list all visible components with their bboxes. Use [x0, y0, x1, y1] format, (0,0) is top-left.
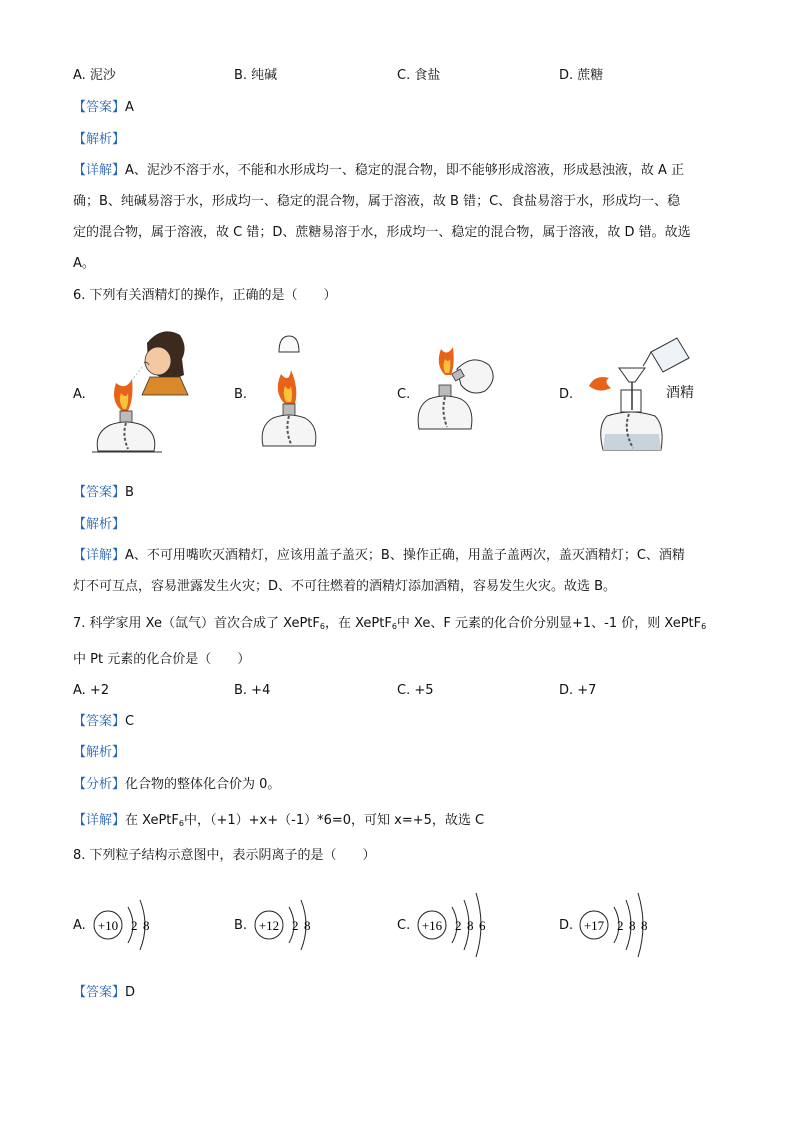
answer-label: 【答案】	[73, 985, 126, 1000]
q7-detail	[73, 811, 484, 834]
q7-stem-line-1	[73, 614, 706, 637]
electron-count: 2	[131, 918, 138, 933]
answer-label: 【答案】	[73, 100, 126, 115]
q5-option-b: B. 纯碱	[234, 68, 278, 83]
atom-diagram-d	[578, 878, 678, 972]
nucleus-charge: +16	[421, 918, 443, 933]
q7-analysis-label: 【解析】	[73, 745, 126, 760]
q6-illustration-a	[92, 325, 192, 465]
flame-icon	[439, 347, 454, 375]
stem-text: 7. 科学家用 Xe（氙气）首次合成了 XePtF	[73, 616, 320, 631]
electron-count: 6	[479, 918, 486, 933]
subscript: 6	[178, 819, 184, 828]
answer-value: C	[125, 714, 135, 729]
q7-option-a: A. +2	[73, 683, 110, 698]
flame-icon	[278, 370, 297, 404]
q5-option-c: C. 食盐	[397, 68, 441, 83]
lamp-cap-icon	[279, 336, 299, 352]
q6-detail-line-2: 灯不可互点，容易泄露发生火灾；D、不可往燃着的酒精灯添加酒精，容易发生火灾。故选 B。	[73, 579, 617, 594]
alcohol-lamp-icon	[92, 411, 162, 452]
flame-icon	[589, 377, 611, 391]
electron-count: 8	[641, 918, 648, 933]
electron-count: 8	[467, 918, 474, 933]
detail-label: 【详解】	[73, 813, 126, 828]
atom-diagram-b	[253, 882, 343, 968]
answer-label: 【答案】	[73, 485, 126, 500]
q8-option-d: D.	[559, 918, 574, 933]
electron-count: 2	[455, 918, 462, 933]
q7-stem-line-2: 中 Pt 元素的化合价是（ ）	[73, 652, 251, 667]
q6-illustration-b	[255, 330, 325, 458]
answer-label: 【答案】	[73, 714, 126, 729]
detail-text: A、不可用嘴吹灭酒精灯，应该用盖子盖灭；B、操作正确，用盖子盖两次，盖灭酒精灯；C、酒精	[125, 548, 685, 563]
q6-option-c: C.	[397, 387, 411, 402]
q7-option-c: C. +5	[397, 683, 434, 698]
q8-stem: 8. 下列粒子结构示意图中，表示阴离子的是（ ）	[73, 848, 376, 863]
answer-value: B	[125, 485, 134, 500]
answer-value: D	[125, 985, 136, 1000]
detail-text: 中，（+1）+x+（-1）*6=0，可知 x=+5，故选 C	[183, 813, 485, 828]
nucleus-charge: +12	[258, 918, 280, 933]
electron-count: 2	[617, 918, 624, 933]
electron-count: 8	[143, 918, 150, 933]
q7-option-b: B. +4	[234, 683, 271, 698]
detail-text: 在 XePtF	[125, 813, 179, 828]
atom-diagram-a	[92, 882, 182, 968]
q5-detail-line-4: A。	[73, 256, 95, 271]
answer-value: A	[125, 100, 134, 115]
q8-option-c: C.	[397, 918, 411, 933]
alcohol-label: 酒精	[666, 385, 694, 401]
q7-option-d: D. +7	[559, 683, 597, 698]
tilted-lamp-icon	[452, 360, 493, 393]
flame-icon	[114, 379, 133, 411]
nucleus-charge: +17	[583, 918, 605, 933]
q5-detail-line-2: 确；B、纯碱易溶于水，形成均一、稳定的混合物，属于溶液，故 B 错；C、食盐易溶于水，形成均一、稳	[73, 194, 681, 209]
q6-answer	[73, 483, 134, 503]
q7-answer	[73, 712, 134, 732]
q6-option-b: B.	[234, 387, 248, 402]
q8-answer	[73, 983, 135, 1003]
q5-answer	[73, 98, 134, 118]
q5-option-a: A. 泥沙	[73, 68, 116, 83]
q7-analysis2	[73, 775, 280, 795]
detail-text: A、泥沙不溶于水，不能和水形成均一、稳定的混合物，即不能够形成溶液，形成悬浊液，故 A 正	[125, 163, 685, 178]
atom-diagram-c	[416, 878, 516, 972]
subscript: 6	[391, 622, 397, 631]
stem-text: ，在 XePtF	[324, 616, 392, 631]
q8-option-b: B.	[234, 918, 248, 933]
detail-label: 【详解】	[73, 548, 126, 563]
alcohol-lamp-icon	[262, 404, 316, 446]
subscript: 6	[319, 622, 325, 631]
electron-count: 8	[629, 918, 636, 933]
q5-option-d: D. 蔗糖	[559, 68, 604, 83]
q6-detail-line-1	[73, 546, 685, 566]
q5-detail-line-3: 定的混合物，属于溶液，故 C 错；D、蔗糖易溶于水，形成均一、稳定的混合物，属于溶液，故 D 错。故选	[73, 225, 691, 240]
q6-analysis-label: 【解析】	[73, 517, 126, 532]
analysis2-label: 【分析】	[73, 777, 126, 792]
stem-text: 中 Xe、F 元素的化合价分别显+1、-1 价，则 XePtF	[396, 616, 702, 631]
nucleus-charge: +10	[97, 918, 119, 933]
q8-option-a: A.	[73, 918, 86, 933]
q6-option-a: A.	[73, 387, 86, 402]
person-blowing-icon	[142, 331, 188, 395]
electron-count: 2	[292, 918, 299, 933]
electron-count: 8	[304, 918, 311, 933]
subscript: 6	[701, 622, 707, 631]
alcohol-lamp-icon	[418, 385, 472, 429]
q5-analysis-label: 【解析】	[73, 132, 126, 147]
q6-stem: 6. 下列有关酒精灯的操作，正确的是（ ）	[73, 288, 337, 303]
detail-label: 【详解】	[73, 163, 126, 178]
q5-detail-line-1	[73, 161, 684, 181]
analysis2-text: 化合物的整体化合价为 0。	[125, 777, 281, 792]
q6-illustration-c	[415, 345, 505, 455]
beaker-icon	[643, 338, 689, 372]
q6-option-d: D.	[559, 387, 574, 402]
